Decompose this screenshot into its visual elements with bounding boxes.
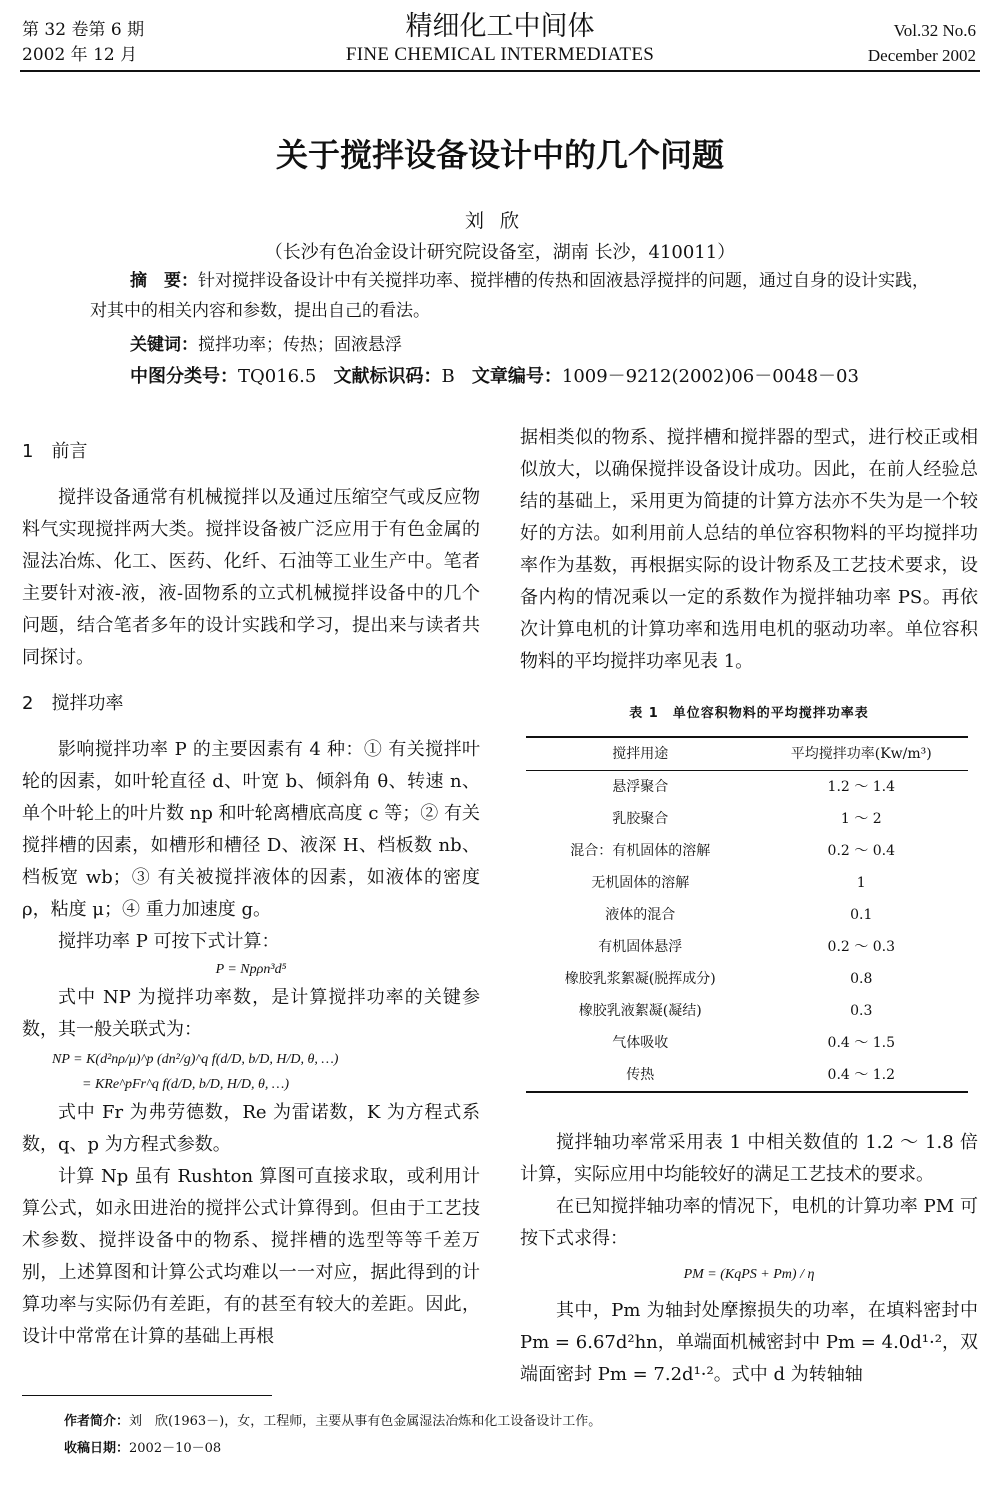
section-2-paragraph-3: 式中 NP 为搅拌功率数，是计算搅拌功率的关键参数，其一般关联式为：: [22, 987, 480, 1040]
table-caption: 表 1 单位容积物料的平均搅拌功率表: [629, 706, 869, 721]
table-row: [526, 867, 968, 899]
table-row: [526, 931, 968, 963]
table-cell-power: 0.8: [850, 971, 873, 987]
right-paragraph-3: 在已知搅拌轴功率的情况下，电机的计算功率 PM 可按下式求得：: [520, 1196, 978, 1249]
keywords: [130, 330, 930, 360]
author-affiliation: （长沙有色冶金设计研究院设备室，湖南 长沙，410011）: [264, 242, 736, 263]
motor-power-formula: PM = (KqPS + Pm) / η: [683, 1267, 815, 1282]
table-cell-power: 0.2 ～ 0.3: [827, 939, 895, 955]
table-row: [526, 803, 968, 835]
issue-date-en: December 2002: [867, 46, 976, 65]
abstract-text: 针对搅拌设备设计中有关搅拌功率、搅拌槽的传热和固液悬浮搅拌的问题，通过自身的设计实践，对其中的相关内容和参数，提出自己的看法。: [90, 271, 929, 321]
np-formula-line2: = KRe^pFr^q f(d/D, b/D, H/D, θ, …): [82, 1077, 290, 1092]
author-bio-label: 作者简介：: [64, 1414, 130, 1429]
abstract: [90, 266, 930, 326]
journal-issue-info-en: [868, 18, 976, 68]
article-number-label: 文章编号：: [471, 366, 562, 387]
section-2-paragraph-2: 搅拌功率 P 可按下式计算：: [58, 931, 280, 952]
author-name: 刘欣: [464, 210, 535, 232]
author-bio: [64, 1408, 601, 1435]
table-cell-usage: 液体的混合: [605, 907, 676, 923]
section-2-paragraph-1: 影响搅拌功率 P 的主要因素有 4 种：① 有关搅拌叶轮的因素，如叶轮直径 d、叶宽 b、倾斜角 θ、转速 n、单个叶轮上的叶片数 np 和叶轮离槽底高度 c 等；② 有关搅拌槽的因素，如槽形和槽径 D、液深 H、档板数 nb、档板宽 wb；③ 有关被搅拌液体的因素，如液体的密度 ρ，粘度 μ；④ 重力加速度 g。: [22, 739, 480, 920]
table-cell-usage: 混合：有机固体的溶解: [570, 843, 711, 859]
journal-masthead: [0, 10, 1000, 66]
author-bio-text: 刘 欣(1963－)，女，工程师，主要从事有色金属湿法冶炼和化工设备设计工作。: [129, 1414, 602, 1429]
section-1-title: 1 前言: [22, 441, 88, 462]
power-formula: P = Npρn³d⁵: [215, 962, 287, 977]
section-2-paragraph-5: 计算 Np 虽有 Rushton 算图可直接求取，或利用计算公式，如永田进治的搅拌公式计算得到。但由于工艺技术参数、搅拌设备中的物系、搅拌槽的选型等等千差万别，上述算图和计算公式均难以一一对应，据此得到的计算功率与实际仍有差距，有的甚至有较大的差距。因此，设计中常常在计算的基础上再根: [22, 1166, 480, 1347]
right-paragraph-2: 搅拌轴功率常采用表 1 中相关数值的 1.2 ～ 1.8 倍计算，实际应用中均能较好的满足工艺技术的要求。: [520, 1132, 978, 1185]
table-header-usage: 搅拌用途: [526, 737, 755, 771]
classification-line: [130, 362, 930, 392]
table-cell-power: 0.4 ～ 1.5: [827, 1035, 895, 1051]
table-cell-usage: 乳胶聚合: [612, 811, 669, 827]
table-cell-usage: 橡胶乳浆絮凝(脱挥成分): [564, 971, 716, 987]
received-date-label: 收稿日期：: [64, 1441, 130, 1456]
volume-issue-en: Vol.32 No.6: [893, 21, 976, 40]
section-2-paragraph-4: 式中 Fr 为弗劳德数，Re 为雷诺数，K 为方程式系数，q、p 为方程式参数。: [22, 1102, 480, 1155]
journal-name-cn: 精细化工中间体: [405, 11, 595, 42]
doc-code-label: 文献标识码：: [333, 366, 442, 387]
table-cell-power: 1 ～ 2: [840, 811, 882, 827]
np-formula-line1: NP = K(d²nρ/μ)^p (dn²/g)^q f(d/D, b/D, H/D, θ, …): [52, 1052, 339, 1067]
received-date-value: 2002－10－08: [129, 1441, 222, 1456]
doc-code: B: [441, 366, 455, 387]
right-paragraph-4: 其中，Pm 为轴封处摩擦损失的功率，在填料密封中 Pm = 6.67d²hn，单端面机械密封中 Pm = 4.0d¹·²，双端面密封 Pm = 7.2d¹·²。式中 d 为转轴轴: [520, 1300, 978, 1385]
keywords-text: 搅拌功率；传热；固液悬浮: [198, 335, 402, 355]
table-row: [526, 1027, 968, 1059]
table-row: [526, 771, 968, 804]
right-paragraph-1: 据相类似的物系、搅拌槽和搅拌器的型式，进行校正或相似放大，以确保搅拌设备设计成功。因此，在前人经验总结的基础上，采用更为简捷的计算方法亦不失为是一个较好的方法。如利用前人总结的单位容积物料的平均搅拌功率作为基数，再根据实际的设计物系及工艺技术要求，设备内构的情况乘以一定的系数作为搅拌轴功率 PS。再依次计算电机的计算功率和选用电机的驱动功率。单位容积物料的平均搅拌功率见表 1。: [520, 427, 978, 672]
header-rule: [20, 70, 980, 72]
clc-label: 中图分类号：: [130, 366, 238, 387]
section-1-paragraph: 搅拌设备通常有机械搅拌以及通过压缩空气或反应物料气实现搅拌两大类。搅拌设备被广泛应用于有色金属的湿法冶炼、化工、医药、化纤、石油等工业生产中。笔者主要针对液-液，液-固物系的立式机械搅拌设备中的几个问题，结合笔者多年的设计实践和学习，提出来与读者共同探讨。: [22, 487, 480, 668]
table-row: [526, 899, 968, 931]
section-2-title: 2 搅拌功率: [22, 693, 124, 714]
table-row: [526, 995, 968, 1027]
journal-name-en: FINE CHEMICAL INTERMEDIATES: [345, 44, 655, 65]
table-cell-power: 0.3: [850, 1003, 873, 1019]
table-cell-power: 0.1: [850, 907, 873, 923]
table-cell-usage: 无机固体的溶解: [591, 875, 690, 891]
table-row: [526, 963, 968, 995]
article-number: 1009－9212(2002)06－0048－03: [561, 366, 859, 387]
table-cell-usage: 气体吸收: [612, 1035, 669, 1051]
keywords-label: 关键词：: [130, 335, 198, 355]
table-row: [526, 1059, 968, 1092]
table-cell-power: 0.4 ～ 1.2: [755, 1059, 968, 1092]
footnote-rule: [22, 1395, 272, 1396]
table-cell-usage: 传热: [526, 1059, 755, 1092]
received-date: [64, 1435, 221, 1462]
clc-code: TQ016.5: [238, 366, 317, 387]
table-header-power: 平均搅拌功率(Kw/m³): [755, 737, 968, 771]
table-cell-power: 0.2 ～ 0.4: [827, 843, 895, 859]
right-column: [520, 422, 978, 1391]
left-column: [22, 436, 480, 1353]
table-cell-usage: 橡胶乳液絮凝(凝结): [578, 1003, 702, 1019]
table-cell-usage: 悬浮聚合: [612, 779, 669, 795]
volume-issue: 第 32 卷第 6 期: [22, 20, 145, 40]
table-cell-usage: 有机固体悬浮: [598, 939, 683, 955]
paper-title: 关于搅拌设备设计中的几个问题: [275, 136, 724, 174]
stirring-power-table: [526, 736, 968, 1093]
table-cell-power: 1: [856, 875, 866, 891]
table-row: [526, 835, 968, 867]
issue-date: 2002 年 12 月: [22, 45, 138, 65]
table-cell-power: 1.2 ～ 1.4: [827, 779, 895, 795]
abstract-label: 摘 要：: [130, 271, 198, 291]
table-header-row: [526, 737, 968, 771]
